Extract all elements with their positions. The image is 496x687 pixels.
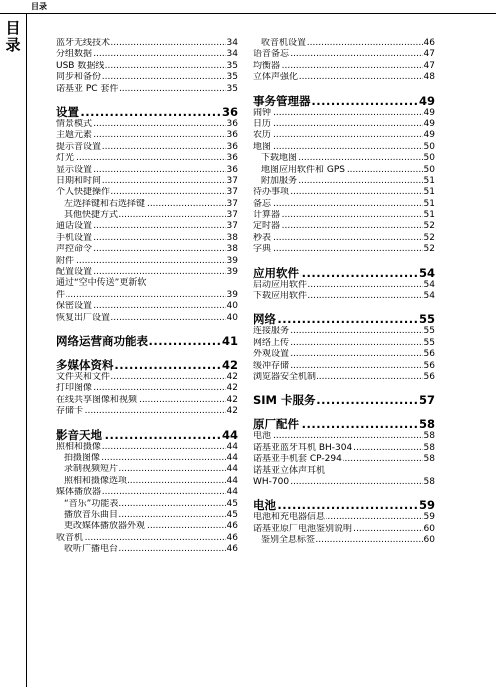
toc-entry[interactable]: [56, 38, 238, 49]
toc-entry[interactable]: [253, 165, 435, 176]
toc-entry-title: 地图应用软件和 GPS: [261, 164, 345, 175]
toc-section[interactable]: [253, 417, 435, 431]
toc-entry[interactable]: [56, 72, 238, 83]
toc-entry[interactable]: [56, 487, 238, 498]
toc-section-title: 影音天地: [56, 427, 102, 442]
toc-entry-title: 语音备忘: [253, 49, 290, 60]
toc-entry[interactable]: [56, 544, 238, 555]
toc-page-number: 40: [226, 301, 238, 312]
toc-entry-title: 个人快捷操作: [56, 187, 111, 198]
toc-entry[interactable]: [56, 267, 238, 278]
toc-page-number: 41: [221, 333, 238, 348]
toc-entry-title: 闹钟: [253, 107, 272, 118]
toc-page-number: 38: [226, 232, 238, 243]
toc-entry-text[interactable]: 通过“空中传送”更新软: [56, 278, 147, 289]
toc-entry-title: 收音机设置: [261, 38, 307, 48]
toc-section-title: 网络: [253, 312, 276, 327]
toc-entry-title: 日历: [253, 118, 272, 129]
toc-section[interactable]: [56, 105, 238, 119]
toc-page-number: 51: [423, 198, 435, 209]
toc-page-number: 58: [423, 476, 435, 487]
toc-page-number: 46: [226, 532, 238, 543]
toc-entry[interactable]: [56, 49, 238, 60]
toc-entry[interactable]: [56, 233, 238, 244]
toc-entry[interactable]: [56, 165, 238, 176]
toc-page-number: 49: [418, 93, 435, 108]
toc-entry[interactable]: [253, 349, 435, 360]
toc-page-number: 45: [226, 498, 238, 509]
toc-entry-title: 秒表: [253, 232, 272, 243]
toc-entry-title: 在线共享图像和视频: [56, 394, 138, 405]
toc-entry[interactable]: [56, 383, 238, 394]
toc-entry-title: 农历: [253, 130, 272, 141]
toc-entry[interactable]: [56, 533, 238, 544]
toc-page-number: 58: [423, 442, 435, 453]
toc-entry-title: 打印图像: [56, 383, 93, 394]
toc-page-number: 42: [226, 371, 238, 382]
toc-entry-title: 定时器: [253, 221, 281, 232]
toc-column-right: [253, 38, 435, 547]
toc-page-number: 60: [423, 535, 435, 546]
toc-entry-title: 文件夹和文件: [56, 371, 111, 382]
toc-page-number: 37: [226, 187, 238, 198]
toc-entry[interactable]: [253, 291, 435, 302]
toc-entry-title: 诺基亚蓝牙耳机 BH-304: [253, 442, 353, 453]
sidebar-rule: [26, 13, 27, 687]
dot-leader: [253, 244, 435, 255]
toc-entry[interactable]: [56, 84, 238, 95]
toc-entry-title: 存储卡: [56, 406, 84, 417]
toc-entry[interactable]: [56, 301, 238, 312]
toc-page-number: 46: [226, 544, 238, 555]
toc-entry[interactable]: [56, 130, 238, 141]
dot-leader: [253, 431, 435, 442]
toc-page-number: 47: [423, 49, 435, 60]
toc-entry-text[interactable]: 诺基亚立体声耳机: [253, 465, 326, 476]
toc-page-number: 48: [423, 72, 435, 83]
toc-entry[interactable]: [253, 187, 435, 198]
toc-entry[interactable]: [253, 361, 435, 372]
toc-section-title: 事务管理器: [253, 93, 311, 108]
toc-page-number: 44: [226, 464, 238, 475]
toc-entry[interactable]: [253, 49, 435, 60]
header-rule: [0, 13, 496, 14]
toc-section[interactable]: [253, 266, 435, 280]
toc-page-number: 37: [226, 198, 238, 209]
toc-page-number: 37: [226, 175, 238, 186]
toc-entry-title: 诺基亚手机套 CP-294: [253, 454, 342, 465]
toc-entry-title: 显示设置: [56, 164, 93, 175]
toc-page-number: 47: [423, 60, 435, 71]
toc-entry-title: 鉴别全息标签: [261, 535, 316, 546]
toc-page-number: 52: [423, 244, 435, 255]
toc-entry-title: 配置设置: [56, 267, 93, 278]
toc-section[interactable]: [253, 312, 435, 326]
toc-page-number: 36: [226, 164, 238, 175]
toc-entry[interactable]: [56, 476, 238, 487]
toc-entry[interactable]: [253, 443, 435, 454]
toc-page-number: 55: [418, 312, 435, 327]
toc-entry-title: 地图: [253, 141, 272, 152]
dot-leader: [56, 290, 238, 301]
toc-page-number: 58: [423, 431, 435, 442]
toc-entry[interactable]: [56, 187, 238, 198]
toc-entry-title: 拍摄图像: [64, 452, 101, 463]
toc-entry[interactable]: [56, 244, 238, 255]
toc-page-number: 44: [226, 441, 238, 452]
toc-page-number: 58: [423, 454, 435, 465]
toc-entry[interactable]: [56, 210, 238, 221]
toc-entry-title: 左选择键和右选择键: [64, 198, 146, 209]
toc-entry-title: 件: [56, 289, 66, 300]
toc-page-number: 50: [423, 164, 435, 175]
toc-entry-title: 声控命令: [56, 244, 93, 255]
toc-section-title: 网络运营商功能表: [56, 333, 148, 348]
toc-entry-title: 同步和备份: [56, 72, 102, 83]
toc-entry[interactable]: [253, 326, 435, 337]
toc-entry-title: 附件: [56, 255, 75, 266]
dot-leader: [253, 498, 435, 512]
toc-page-number: 36: [226, 153, 238, 164]
toc-entry[interactable]: [56, 153, 238, 164]
toc-section-title: 多媒体资料: [56, 357, 114, 372]
toc-page-number: 58: [418, 417, 435, 432]
toc-entry-title: 收听广播电台: [64, 544, 119, 555]
toc-page-number: 44: [221, 427, 238, 442]
toc-entry-title: “音乐”功能表: [64, 498, 119, 509]
toc-entry-title: 播放音乐曲目: [64, 509, 119, 520]
toc-page-number: 55: [423, 337, 435, 348]
toc-section-title: 原厂配件: [253, 417, 299, 432]
toc-page-number: 36: [226, 141, 238, 152]
toc-page-number: 36: [226, 118, 238, 129]
toc-entry[interactable]: [56, 395, 238, 406]
toc-page-number: 52: [423, 221, 435, 232]
toc-entry-title: 提示音设置: [56, 141, 102, 152]
toc-page-number: 50: [423, 141, 435, 152]
toc-entry[interactable]: [56, 464, 238, 475]
toc-page-number: 51: [423, 175, 435, 186]
toc-entry-title: 保密设置: [56, 301, 93, 312]
toc-section[interactable]: [56, 334, 238, 348]
toc-section-title: 设置: [56, 104, 79, 119]
toc-entry[interactable]: [56, 372, 238, 383]
toc-page-number: 49: [423, 130, 435, 141]
dot-leader: [56, 256, 238, 267]
toc-entry[interactable]: [56, 199, 238, 210]
toc-page-number: 44: [226, 487, 238, 498]
toc-entry[interactable]: [253, 221, 435, 232]
toc-entry[interactable]: [253, 454, 435, 465]
toc-entry-title: WH-700: [253, 476, 290, 487]
toc-entry[interactable]: [253, 477, 435, 488]
toc-entry-title: 均衡器: [253, 60, 281, 71]
toc-entry[interactable]: [56, 521, 238, 532]
toc-page-number: 38: [226, 244, 238, 255]
toc-entry[interactable]: [253, 431, 435, 442]
toc-entry-title: 日期和时间: [56, 175, 102, 186]
toc-entry[interactable]: [56, 453, 238, 464]
toc-page-number: 39: [226, 267, 238, 278]
toc-page-number: 42: [226, 394, 238, 405]
toc-section-title: 电池: [253, 498, 276, 513]
toc-entry[interactable]: [56, 142, 238, 153]
toc-entry-title: 缓冲存储: [253, 360, 290, 371]
toc-page-number: 46: [226, 521, 238, 532]
toc-entry[interactable]: [253, 142, 435, 153]
toc-section[interactable]: [253, 94, 435, 108]
toc-entry[interactable]: [56, 221, 238, 232]
toc-page-number: 55: [423, 326, 435, 337]
toc-page-number: 36: [221, 104, 238, 119]
toc-entry-title: 媒体播放器: [56, 487, 102, 498]
dot-leader: [56, 105, 238, 119]
toc-entry-title: 电池和充电器信息: [253, 512, 326, 523]
toc-entry-title: 蓝牙无线技术: [56, 38, 111, 48]
toc-entry-title: 网络上传: [253, 337, 290, 348]
page-header-title: 目录: [31, 2, 47, 11]
toc-entry[interactable]: [56, 290, 238, 301]
toc-page-number: 49: [423, 118, 435, 129]
toc-section-title: SIM 卡服务: [253, 393, 316, 408]
toc-entry-title: 备忘: [253, 198, 272, 209]
toc-entry-title: 照相和摄像: [56, 441, 102, 452]
toc-entry[interactable]: [253, 119, 435, 130]
toc-page-number: 42: [221, 357, 238, 372]
toc-entry[interactable]: [56, 119, 238, 130]
toc-page-number: 54: [423, 279, 435, 290]
toc-page-number: 59: [418, 498, 435, 513]
toc-entry[interactable]: [253, 512, 435, 523]
toc-entry-title: 附加服务: [261, 175, 298, 186]
toc-entry-title: 其他快捷方式: [64, 210, 119, 221]
toc-entry[interactable]: [253, 153, 435, 164]
toc-page-number: 54: [423, 291, 435, 302]
toc-section[interactable]: [56, 358, 238, 372]
toc-entry[interactable]: [56, 442, 238, 453]
toc-entry[interactable]: [253, 233, 435, 244]
toc-entry[interactable]: [253, 535, 435, 546]
toc-page-number: 56: [423, 371, 435, 382]
toc-entry-title: 诺基亚 PC 套件: [56, 83, 119, 94]
toc-page-number: 59: [423, 512, 435, 523]
toc-entry[interactable]: [253, 210, 435, 221]
toc-entry-title: 情景模式: [56, 118, 93, 129]
toc-entry-title: 启动应用软件: [253, 279, 308, 290]
sidebar-title: 目录: [5, 19, 21, 54]
toc-page-number: 51: [423, 210, 435, 221]
toc-page-number: 60: [423, 523, 435, 534]
toc-page-number: 44: [226, 475, 238, 486]
toc-page-number: 42: [226, 406, 238, 417]
toc-section[interactable]: [56, 428, 238, 442]
toc-entry-title: USB 数据线: [56, 60, 105, 71]
toc-page-number: 37: [226, 221, 238, 232]
toc-entry-title: 立体声强化: [253, 72, 299, 83]
toc-entry-title: 灯光: [56, 153, 75, 164]
toc-section[interactable]: [253, 498, 435, 512]
toc-entry-title: 分组数据: [56, 49, 93, 60]
toc-entry[interactable]: [253, 108, 435, 119]
toc-entry-title: 计算器: [253, 210, 281, 221]
toc-page-number: 39: [226, 289, 238, 300]
toc-page-number: 57: [418, 393, 435, 408]
toc-page-number: 50: [423, 153, 435, 164]
toc-page-number: 49: [423, 107, 435, 118]
toc-entry-title: 主题元素: [56, 130, 93, 141]
dot-leader: [253, 233, 435, 244]
toc-page-number: 51: [423, 187, 435, 198]
toc-entry-title: 连接服务: [253, 326, 290, 337]
toc-entry[interactable]: [253, 199, 435, 210]
toc-entry-title: 通话设置: [56, 221, 93, 232]
dot-leader: [253, 119, 435, 130]
dot-leader: [253, 108, 435, 119]
dot-leader: [253, 130, 435, 141]
dot-leader: [253, 312, 435, 326]
toc-page-number: 34: [226, 49, 238, 60]
toc-page-number: 37: [226, 210, 238, 221]
toc-entry-title: 电池: [253, 431, 272, 442]
dot-leader: [253, 142, 435, 153]
toc-page-number: 52: [423, 232, 435, 243]
toc-entry-title: 照相和摄像选项: [64, 475, 128, 486]
toc-entry-title: 收音机: [56, 532, 84, 543]
dot-leader: [253, 199, 435, 210]
toc-section-title: 应用软件: [253, 265, 299, 280]
toc-page-number: 34: [226, 38, 238, 48]
toc-entry[interactable]: [56, 499, 238, 510]
toc-entry[interactable]: [253, 338, 435, 349]
toc-page-number: 36: [226, 130, 238, 141]
toc-entry[interactable]: [253, 280, 435, 291]
toc-entry[interactable]: [253, 38, 435, 49]
toc-entry-title: 字典: [253, 244, 272, 255]
toc-entry-title: 下载地图: [261, 153, 298, 164]
toc-entry-title: 恢复出厂设置: [56, 312, 111, 323]
toc-entry[interactable]: [56, 256, 238, 267]
toc-entry-title: 诺基亚原厂电池鉴别说明: [253, 523, 353, 534]
toc-page-number: 39: [226, 255, 238, 266]
toc-page-number: 56: [423, 349, 435, 360]
toc-entry-title: 外观设置: [253, 349, 290, 360]
toc-page-number: 44: [226, 452, 238, 463]
toc-page-number: 54: [418, 265, 435, 280]
toc-entry[interactable]: [253, 72, 435, 83]
toc-page-number: 35: [226, 72, 238, 83]
toc-entry[interactable]: [253, 130, 435, 141]
toc-entry[interactable]: [56, 406, 238, 417]
toc-entry[interactable]: [56, 61, 238, 72]
toc-page-number: 35: [226, 60, 238, 71]
toc-entry[interactable]: [253, 372, 435, 383]
toc-section[interactable]: [253, 393, 435, 407]
toc-entry[interactable]: [56, 510, 238, 521]
toc-page-number: 56: [423, 360, 435, 371]
toc-entry-title: 待办事项: [253, 187, 290, 198]
toc-column-left: [56, 38, 238, 555]
toc-entry-title: 下载应用软件: [253, 291, 308, 302]
toc-page-number: 45: [226, 509, 238, 520]
toc-entry-title: 手机设置: [56, 232, 93, 243]
toc-page-number: 35: [226, 83, 238, 94]
toc-page-number: 46: [423, 38, 435, 48]
toc-page-number: 42: [226, 383, 238, 394]
toc-entry-title: 更改媒体播放器外观: [64, 521, 146, 532]
toc-entry[interactable]: [56, 176, 238, 187]
toc-entry[interactable]: [253, 244, 435, 255]
toc-entry[interactable]: [253, 524, 435, 535]
toc-entry[interactable]: [253, 176, 435, 187]
toc-entry[interactable]: [56, 313, 238, 324]
toc-entry-title: 浏览器安全机制: [253, 371, 317, 382]
dot-leader: [56, 153, 238, 164]
toc-entry-title: 录制视频短片: [64, 464, 119, 475]
toc-page-number: 40: [226, 312, 238, 323]
toc-entry[interactable]: [253, 61, 435, 72]
